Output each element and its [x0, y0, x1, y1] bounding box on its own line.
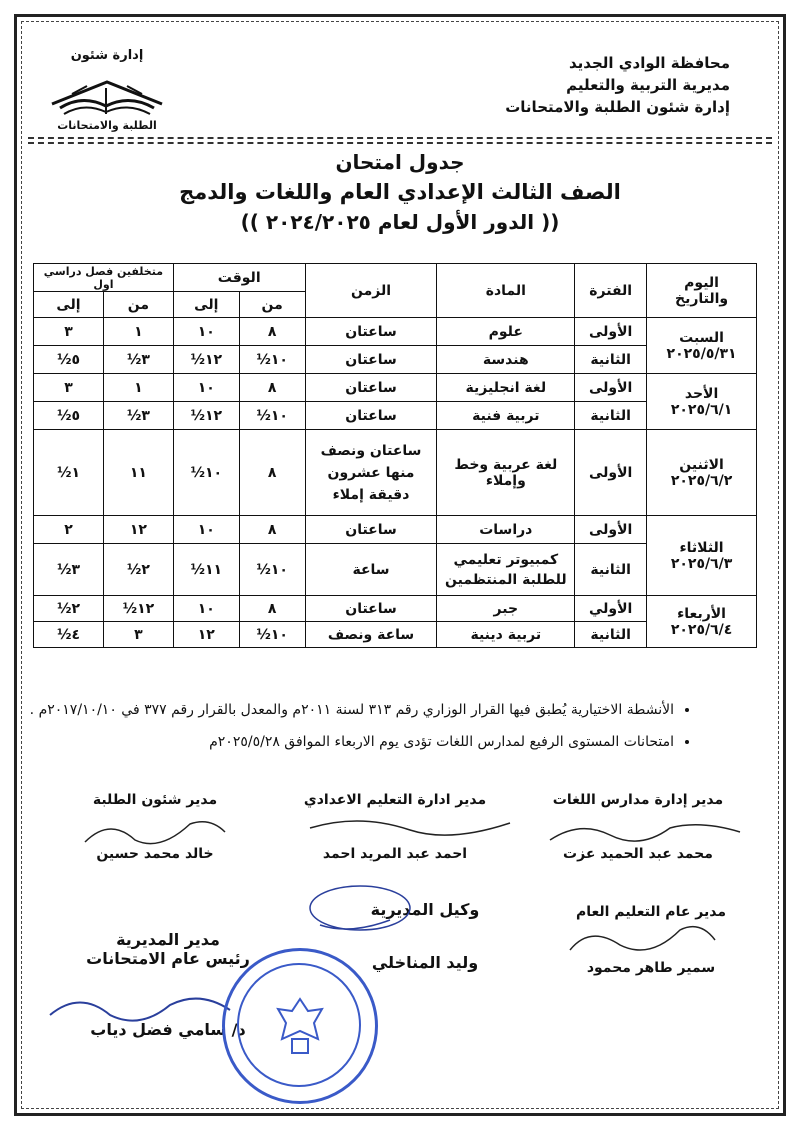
lag-from-cell: ٣½	[103, 346, 173, 374]
subject-cell: هندسة	[437, 346, 575, 374]
duration-cell: ساعة ونصف	[305, 622, 437, 648]
time-from-cell: ٨	[239, 596, 305, 622]
lag-to-cell: ١½	[34, 430, 104, 516]
duration-cell: ساعتان	[305, 596, 437, 622]
time-from-cell: ٨	[239, 516, 305, 544]
header-lag-to: إلى	[34, 292, 104, 318]
period-cell: الثانية	[575, 402, 647, 430]
day-name: الثلاثاء	[679, 539, 724, 556]
header-from: من	[239, 292, 305, 318]
time-to-cell: ١٢½	[173, 346, 239, 374]
time-to-cell: ١٠	[173, 318, 239, 346]
header-date: والتاريخ	[674, 290, 729, 307]
time-from-cell: ١٠½	[239, 544, 305, 596]
table-row	[34, 516, 757, 544]
lag-from-cell: ٣	[103, 622, 173, 648]
signature-name: خالد محمد حسين	[96, 846, 214, 862]
day-date: ٢٠٢٥/٦/٢	[670, 472, 733, 489]
handwritten-signature	[290, 880, 430, 940]
exam-schedule-table	[33, 263, 757, 648]
eagle-emblem-icon	[270, 991, 330, 1061]
day-date: ٢٠٢٥/٦/٤	[670, 621, 733, 638]
lag-from-cell: ١٢½	[103, 596, 173, 622]
lag-to-cell: ٥½	[34, 346, 104, 374]
time-from-cell: ١٠½	[239, 622, 305, 648]
lag-from-cell: ٢½	[103, 544, 173, 596]
lag-from-cell: ١	[103, 374, 173, 402]
note-item: • الأنشطة الاختيارية يُطبق فيها القرار الوزاري رقم ٣١٣ لسنة ٢٠١١م والمعدل بالقرار رقم ٣٧٧ في ٢٠١٧/١٠/١٠م .	[14, 696, 674, 724]
logo	[42, 50, 172, 132]
lag-to-cell: ٢	[34, 516, 104, 544]
day-date: ٢٠٢٥/٦/١	[670, 401, 733, 418]
header-divider	[28, 137, 772, 139]
directorate-name: مديرية التربية والتعليم	[566, 76, 730, 94]
header-time: الوقت	[173, 264, 305, 292]
day-cell	[647, 430, 757, 516]
day-date: ٢٠٢٥/٥/٣١	[666, 345, 737, 362]
day-date: ٢٠٢٥/٦/٣	[670, 555, 733, 572]
lag-to-cell: ٣	[34, 374, 104, 402]
header-block	[505, 52, 730, 118]
signature-name: احمد عبد المريد احمد	[322, 846, 468, 862]
lag-from-cell: ٣½	[103, 402, 173, 430]
official-stamp	[222, 948, 378, 1104]
day-name: الاثنين	[679, 456, 724, 473]
period-cell: الثانية	[575, 346, 647, 374]
day-cell	[647, 318, 757, 374]
lag-from-cell: ١	[103, 318, 173, 346]
time-from-cell: ٨	[239, 318, 305, 346]
day-name: الأحد	[684, 385, 719, 402]
grade-title: الصف الثالث الإعدادي العام واللغات والدمج	[179, 180, 621, 204]
logo-text-bottom: الطلبة والامتحانات	[57, 119, 157, 132]
handwritten-signature	[80, 812, 230, 852]
lag-to-cell: ٤½	[34, 622, 104, 648]
subject-cell: كمبيوتر تعليمي للطلبة المنتظمين	[437, 544, 575, 596]
doc-title: جدول امتحان	[335, 150, 465, 174]
book-logo-icon	[42, 64, 172, 124]
handwritten-signature	[560, 915, 720, 965]
subject-cell: تربية دينية	[437, 622, 575, 648]
day-cell	[647, 516, 757, 596]
table-row	[34, 430, 757, 516]
lag-to-cell: ٥½	[34, 402, 104, 430]
duration-cell: ساعة	[305, 544, 437, 596]
signature-title: مدير المديرية	[116, 930, 220, 949]
handwritten-signature	[540, 810, 760, 850]
governorate-name: محافظة الوادي الجديد	[568, 54, 730, 72]
time-to-cell: ١٢½	[173, 402, 239, 430]
lag-to-cell: ٣	[34, 318, 104, 346]
notes-list	[14, 696, 714, 760]
note-item: • امتحانات المستوى الرفيع لمدارس اللغات تؤدى يوم الاربعاء الموافق ٢٠٢٥/٥/٢٨م	[14, 728, 674, 756]
signature-title-2: رئيس عام الامتحانات	[86, 949, 250, 968]
signature-title: مدير ادارة التعليم الاعدادي	[303, 792, 487, 808]
table-row	[34, 374, 757, 402]
signature-title: مدير شئون الطلبة	[92, 792, 218, 808]
subject-cell: دراسات	[437, 516, 575, 544]
title-block	[0, 150, 800, 240]
lag-from-cell: ١٢	[103, 516, 173, 544]
duration-cell: ساعتان	[305, 516, 437, 544]
period-cell: الأولى	[575, 374, 647, 402]
signature-name: وليد المناخلي	[371, 953, 479, 972]
subject-cell: جبر	[437, 596, 575, 622]
time-to-cell: ١٠½	[173, 430, 239, 516]
header-divider-2	[28, 142, 772, 144]
duration-cell: ساعتان ونصف منها عشرون دقيقة إملاء	[305, 430, 437, 516]
time-from-cell: ١٠½	[239, 402, 305, 430]
period-cell: الثانية	[575, 622, 647, 648]
table-row	[34, 596, 757, 622]
duration-cell: ساعتان	[305, 318, 437, 346]
period-cell: الأولى	[575, 430, 647, 516]
time-to-cell: ١٠	[173, 596, 239, 622]
day-name: الأربعاء	[677, 605, 726, 622]
table-row	[34, 318, 757, 346]
time-from-cell: ٨	[239, 430, 305, 516]
lag-from-cell: ١١	[103, 430, 173, 516]
signature-name: د/ سامي فضل دياب	[90, 1020, 246, 1039]
time-to-cell: ١٠	[173, 374, 239, 402]
lag-to-cell: ٢½	[34, 596, 104, 622]
day-name: السبت	[679, 329, 724, 346]
department-name: إدارة شئون الطلبة والامتحانات	[505, 98, 730, 116]
period-cell: الأولي	[575, 596, 647, 622]
header-lag-from: من	[103, 292, 173, 318]
round-title: (( الدور الأول لعام ٢٠٢٤/٢٠٢٥ ))	[240, 210, 560, 234]
header-to: إلى	[173, 292, 239, 318]
day-cell	[647, 374, 757, 430]
duration-cell: ساعتان	[305, 346, 437, 374]
time-to-cell: ١١½	[173, 544, 239, 596]
duration-cell: ساعتان	[305, 374, 437, 402]
duration-cell: ساعتان	[305, 402, 437, 430]
subject-cell: لغة انجليزية	[437, 374, 575, 402]
subject-cell: لغة عربية وخط وإملاء	[437, 430, 575, 516]
period-cell: الأولى	[575, 318, 647, 346]
time-to-cell: ١٠	[173, 516, 239, 544]
period-cell: الثانية	[575, 544, 647, 596]
signature-title: وكيل المديرية	[370, 900, 480, 919]
header-day-date	[647, 264, 757, 318]
subject-cell: علوم	[437, 318, 575, 346]
logo-text-top: إدارة شئون	[70, 48, 144, 63]
subject-cell: تربية فنية	[437, 402, 575, 430]
handwritten-signature	[300, 808, 520, 848]
header-day: اليوم	[684, 274, 719, 291]
signature-title: مدير إدارة مدارس اللغات	[552, 792, 724, 808]
header-duration: الزمن	[305, 264, 437, 318]
header-period: الفترة	[575, 264, 647, 318]
signature-name: سمير طاهر محمود	[586, 960, 716, 976]
header-lagging: متخلفين فصل دراسي اول	[34, 264, 174, 292]
signature-title: مدير عام التعليم العام	[576, 904, 726, 920]
period-cell: الأولى	[575, 516, 647, 544]
time-to-cell: ١٢	[173, 622, 239, 648]
time-from-cell: ١٠½	[239, 346, 305, 374]
handwritten-signature	[40, 985, 240, 1035]
signature-name: محمد عبد الحميد عزت	[563, 846, 713, 862]
lag-to-cell: ٣½	[34, 544, 104, 596]
day-cell	[647, 596, 757, 648]
time-from-cell: ٨	[239, 374, 305, 402]
header-subject: المادة	[437, 264, 575, 318]
